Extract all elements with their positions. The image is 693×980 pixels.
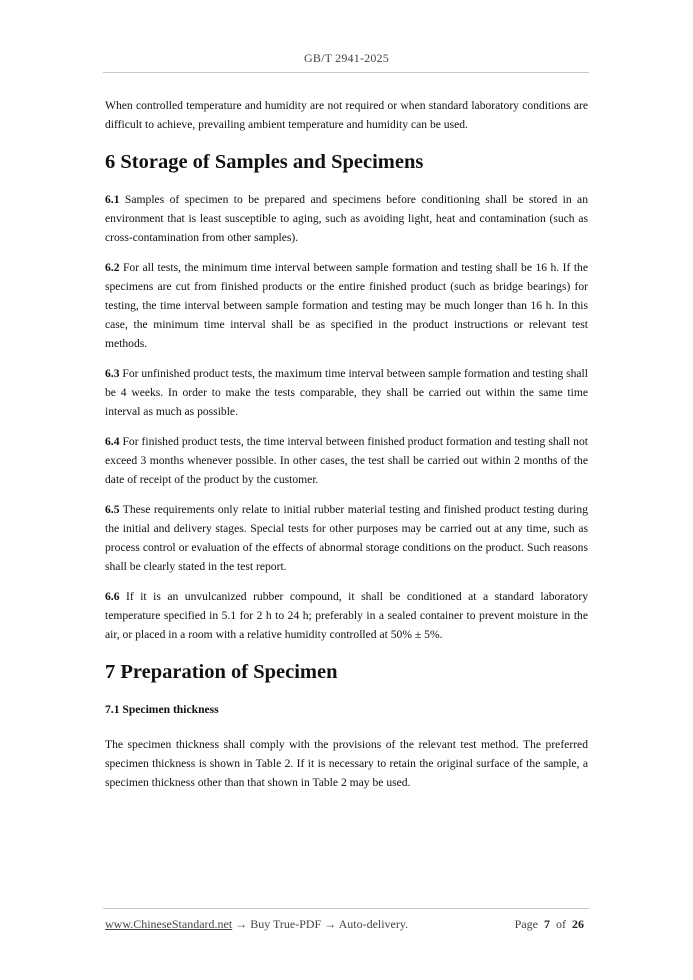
clause-number: 6.6	[105, 590, 120, 603]
clause-number: 6.5	[105, 503, 120, 516]
clause-number: 6.2	[105, 261, 120, 274]
clause-6-4	[105, 432, 588, 489]
page-current: 7	[544, 917, 550, 931]
subsection-7-1-heading: 7.1 Specimen thickness	[105, 703, 219, 716]
page-total: 26	[572, 917, 584, 931]
clause-6-1	[105, 190, 588, 247]
clause-6-3	[105, 364, 588, 421]
header-divider	[103, 72, 589, 73]
clause-text: For all tests, the minimum time interval between sample formation and testing shall be 16 h. If the specimens are cut from finished products or the entire finished product (such as bridge bearings) for testing, the time interval between sample formation and testing may be much longer than 16 h. In this case, the minimum time interval shall be as specified in the product instructions or relevant test methods.	[105, 261, 588, 350]
clause-text: Samples of specimen to be prepared and specimens before conditioning shall be stored in an environment that is least susceptible to aging, such as avoiding light, heat and contamination (such as cross-contamination from other samples).	[105, 193, 589, 244]
page-number	[515, 917, 584, 932]
clause-6-2	[105, 258, 588, 353]
footer-divider	[103, 908, 589, 909]
clause-number: 6.4	[105, 435, 120, 448]
page-label: Page	[514, 917, 538, 931]
site-link[interactable]: www.ChineseStandard.net	[105, 917, 233, 931]
subsection-7-1-paragraph: The specimen thickness shall comply with the provisions of the relevant test method. The preferred specimen thickness is shown in Table 2. If it is necessary to retain the original surface of the sample, a specimen thickness other than that shown in Table 2 may be used.	[105, 738, 588, 789]
clause-text: For finished product tests, the time interval between finished product formation and testing shall not exceed 3 months whenever possible. In other cases, the test shall be carried out within 2 months of the date of receipt of the product by the customer.	[105, 435, 588, 486]
header-doc-code: GB/T 2941-2025	[304, 51, 389, 65]
footer	[105, 917, 588, 932]
clause-text: These requirements only relate to initial rubber material testing and finished product testing during the initial and delivery stages. Special tests for other purposes may be carried out at any time, such as process control or evaluation of the effects of abnormal storage conditions on the product. Such reasons shall be clearly stated in the test report.	[105, 503, 588, 573]
footer-promo: → Buy True-PDF → Auto-delivery.	[232, 917, 409, 931]
document-body	[105, 96, 588, 803]
clause-text: For unfinished product tests, the maximum time interval between sample formation and testing shall be 4 weeks. In order to make the tests comparable, they shall be carried out within the same time interval as much as possible.	[105, 367, 588, 418]
section-6-heading: 6 Storage of Samples and Specimens	[105, 151, 424, 173]
intro-paragraph: When controlled temperature and humidity are not required or when standard laboratory conditions are difficult to achieve, prevailing ambient temperature and humidity can be used.	[105, 99, 588, 131]
clause-6-6	[105, 587, 588, 644]
section-7-heading: 7 Preparation of Specimen	[105, 661, 338, 683]
clause-number: 6.1	[105, 193, 120, 206]
clause-number: 6.3	[105, 367, 120, 380]
clause-text: If it is an unvulcanized rubber compound, it shall be conditioned at a standard laboratory temperature specified in 5.1 for 2 h to 24 h; preferably in a sealed container to prevent moisture in the air, or placed in a room with a relative humidity controlled at 50% ± 5%.	[105, 590, 589, 641]
page-of: of	[556, 917, 566, 931]
clause-6-5	[105, 500, 588, 576]
